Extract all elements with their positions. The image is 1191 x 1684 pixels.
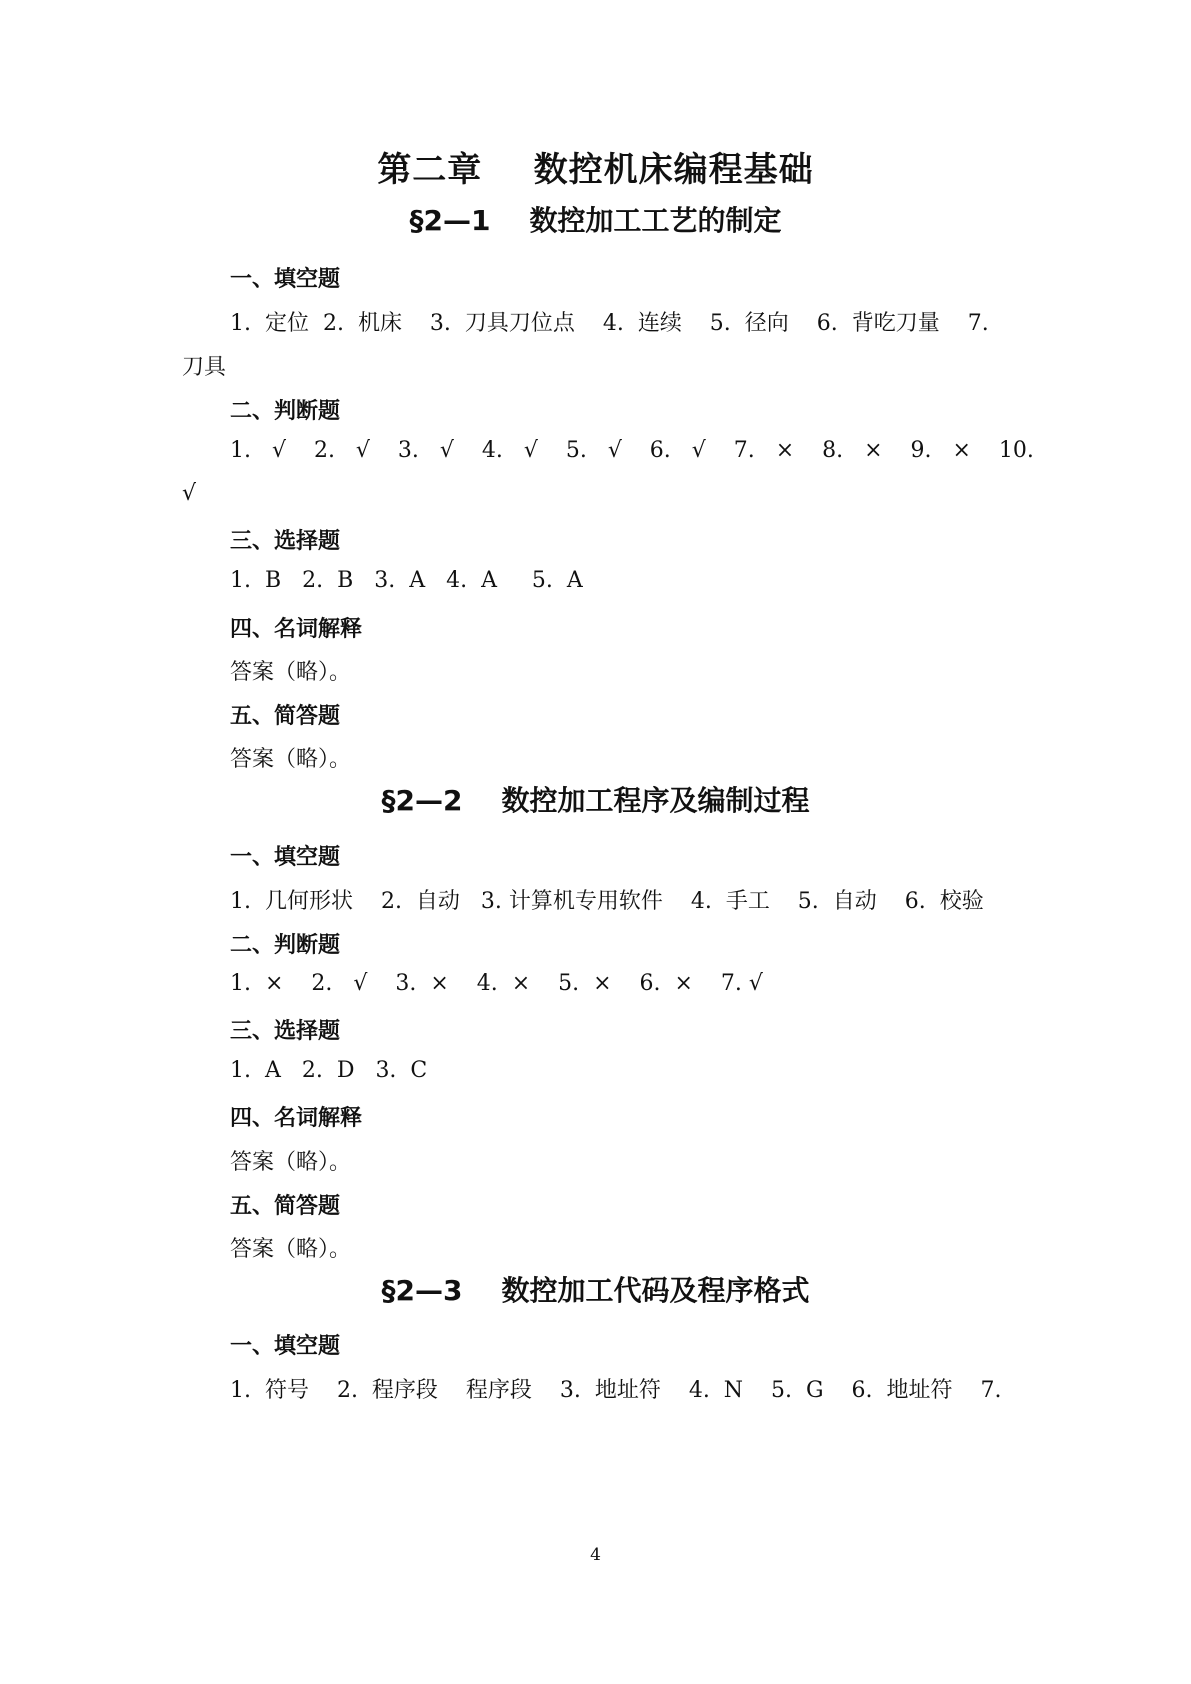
fill-blank-heading: 一、填空题	[230, 267, 341, 292]
multiple-choice-answers: 1. A 2. D 3. C	[230, 1058, 428, 1083]
fill-blank-answers: 1. 符号 2. 程序段 程序段 3. 地址符 4. N 5. G 6. 地址符 7.	[230, 1378, 1002, 1403]
term-explanation-heading: 四、名词解释	[230, 1106, 363, 1131]
fill-blank-heading: 一、填空题	[230, 845, 341, 870]
page-number: 4	[590, 1545, 601, 1565]
short-answer-heading: 五、简答题	[230, 1194, 341, 1219]
fill-blank-answers: 1. 定位 2. 机床 3. 刀具刀位点 4. 连续 5. 径向 6. 背吃刀量 7.	[230, 311, 989, 336]
true-false-answers-continued: √	[182, 481, 197, 506]
fill-blank-heading: 一、填空题	[230, 1334, 341, 1359]
multiple-choice-heading: 三、选择题	[230, 1019, 341, 1044]
term-explanation-heading: 四、名词解释	[230, 617, 363, 642]
multiple-choice-answers: 1. B 2. B 3. A 4. A 5. A	[230, 568, 583, 593]
short-answer-heading: 五、简答题	[230, 704, 341, 729]
section-title: §2—1 数控加工工艺的制定	[409, 204, 782, 237]
fill-blank-answers-continued: 刀具	[182, 355, 227, 380]
multiple-choice-heading: 三、选择题	[230, 529, 341, 554]
section-title: §2—2 数控加工程序及编制过程	[381, 784, 810, 817]
fill-blank-answers: 1. 几何形状 2. 自动 3. 计算机专用软件 4. 手工 5. 自动 6. 校验	[230, 889, 984, 914]
chapter-title: 第二章 数控机床编程基础	[377, 150, 814, 190]
true-false-answers: 1. √ 2. √ 3. √ 4. √ 5. √ 6. √ 7. × 8. × 9. × 10.	[230, 438, 1034, 463]
short-answer-answer: 答案（略）。	[230, 747, 352, 772]
true-false-heading: 二、判断题	[230, 933, 341, 958]
true-false-answers: 1. × 2. √ 3. × 4. × 5. × 6. × 7. √	[230, 971, 763, 996]
section-title: §2—3 数控加工代码及程序格式	[381, 1274, 810, 1307]
true-false-heading: 二、判断题	[230, 399, 341, 424]
short-answer-answer: 答案（略）。	[230, 1237, 352, 1262]
term-explanation-answer: 答案（略）。	[230, 1150, 352, 1175]
term-explanation-answer: 答案（略）。	[230, 660, 352, 685]
